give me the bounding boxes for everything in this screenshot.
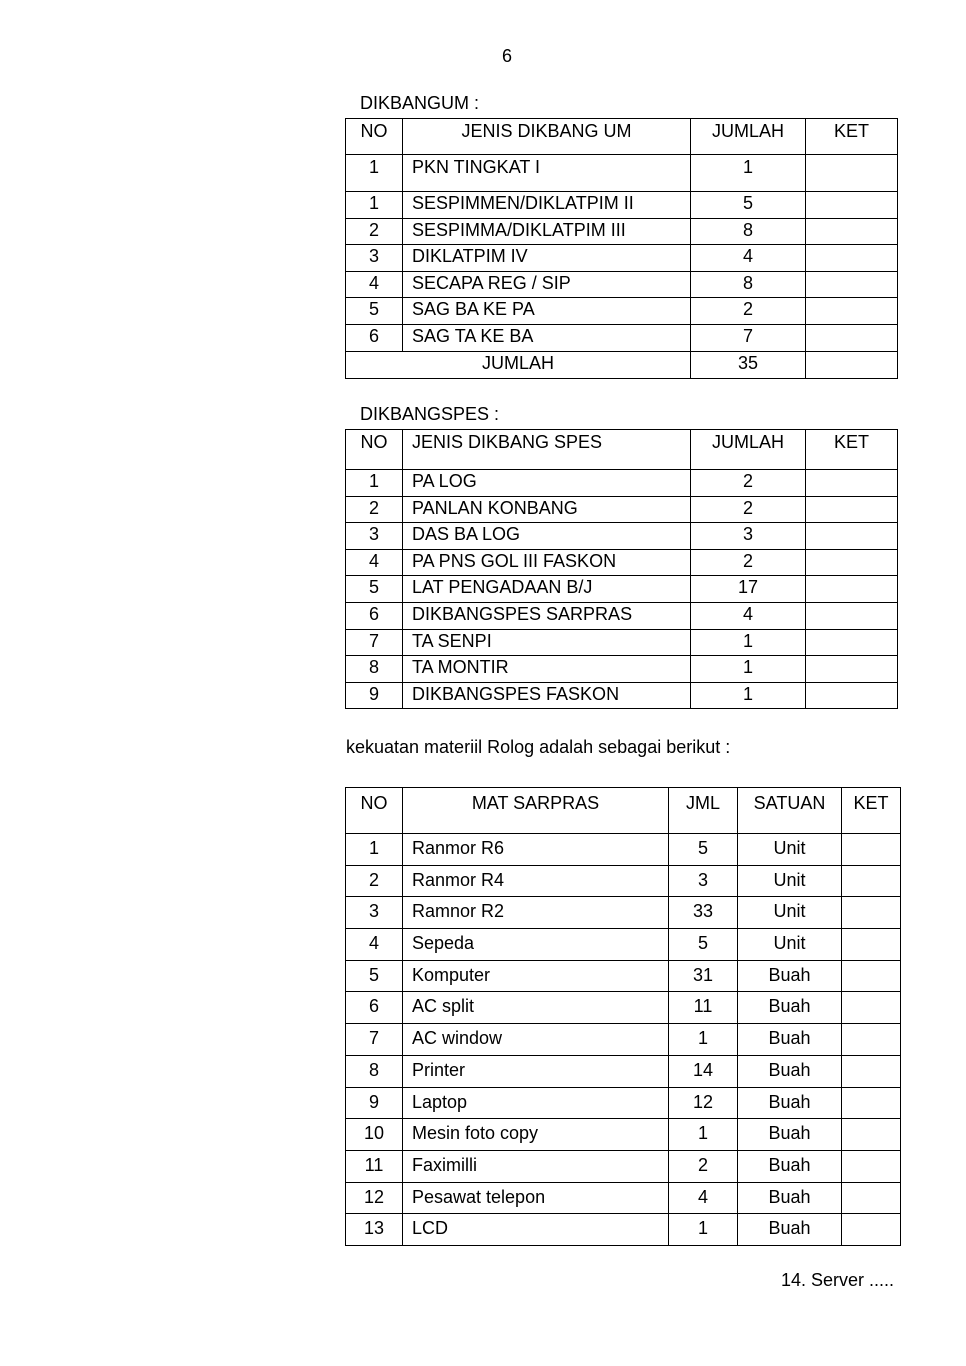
header-no: NO (346, 788, 403, 834)
row-no: 1 (346, 155, 403, 192)
row-ket (842, 865, 901, 897)
header-mat: MAT SARPRAS (403, 788, 669, 834)
table-row (346, 192, 898, 219)
row-satuan: Buah (738, 1119, 842, 1151)
dikbangspes-heading: DIKBANGSPES : (360, 404, 500, 424)
row-no: 6 (346, 992, 403, 1024)
row-ket (842, 1182, 901, 1214)
table-row (346, 960, 901, 992)
row-satuan: Buah (738, 992, 842, 1024)
row-jumlah: 4 (691, 245, 806, 272)
header-ket: KET (806, 430, 898, 470)
row-no: 2 (346, 865, 403, 897)
row-jml: 1 (669, 1024, 738, 1056)
row-satuan: Buah (738, 1150, 842, 1182)
row-jenis: PKN TINGKAT I (403, 155, 691, 192)
row-jenis: PA PNS GOL III FASKON (403, 549, 691, 576)
row-satuan: Buah (738, 960, 842, 992)
row-jml: 4 (669, 1182, 738, 1214)
table-row (346, 834, 901, 866)
row-jml: 3 (669, 865, 738, 897)
total-row (346, 351, 898, 378)
row-no: 4 (346, 929, 403, 961)
header-jumlah: JUMLAH (691, 430, 806, 470)
table-row (346, 470, 898, 497)
page-number: 6 (501, 46, 512, 66)
row-jenis: TA SENPI (403, 629, 691, 656)
row-jml: 12 (669, 1087, 738, 1119)
row-mat: Ranmor R4 (403, 865, 669, 897)
row-ket (806, 155, 898, 192)
table-row (346, 929, 901, 961)
row-satuan: Unit (738, 897, 842, 929)
row-jenis: LAT PENGADAAN B/J (403, 576, 691, 603)
table-row (346, 602, 898, 629)
row-jumlah: 1 (691, 682, 806, 709)
row-ket (842, 929, 901, 961)
row-jml: 5 (669, 834, 738, 866)
row-mat: Printer (403, 1055, 669, 1087)
row-no: 6 (346, 602, 403, 629)
row-jml: 33 (669, 897, 738, 929)
header-no: NO (346, 430, 403, 470)
table-row (346, 1182, 901, 1214)
row-ket (842, 992, 901, 1024)
row-satuan: Buah (738, 1024, 842, 1056)
row-jenis: DAS BA LOG (403, 523, 691, 550)
row-mat: Laptop (403, 1087, 669, 1119)
row-no: 7 (346, 629, 403, 656)
row-ket (842, 1119, 901, 1151)
row-ket (842, 1087, 901, 1119)
row-ket (842, 1055, 901, 1087)
table-row (346, 523, 898, 550)
mat-sarpras-table (345, 787, 901, 1246)
row-no: 13 (346, 1214, 403, 1246)
row-no: 11 (346, 1150, 403, 1182)
row-ket (806, 271, 898, 298)
row-jumlah: 17 (691, 576, 806, 603)
header-no: NO (346, 119, 403, 155)
row-no: 8 (346, 656, 403, 683)
row-jumlah: 7 (691, 324, 806, 351)
row-satuan: Buah (738, 1214, 842, 1246)
row-no: 10 (346, 1119, 403, 1151)
row-ket (842, 1214, 901, 1246)
table-row (346, 1214, 901, 1246)
table-row (346, 897, 901, 929)
row-jenis: SESPIMMEN/DIKLATPIM II (403, 192, 691, 219)
row-jml: 14 (669, 1055, 738, 1087)
row-no: 4 (346, 271, 403, 298)
row-jml: 31 (669, 960, 738, 992)
row-no: 8 (346, 1055, 403, 1087)
table-row (346, 271, 898, 298)
row-no: 4 (346, 549, 403, 576)
header-jenis: JENIS DIKBANG SPES (403, 430, 691, 470)
row-jml: 2 (669, 1150, 738, 1182)
row-jumlah: 2 (691, 549, 806, 576)
table-row (346, 245, 898, 272)
row-ket (806, 682, 898, 709)
row-mat: Faximilli (403, 1150, 669, 1182)
row-ket (842, 1150, 901, 1182)
total-label: JUMLAH (346, 351, 691, 378)
total-value: 35 (691, 351, 806, 378)
table-row (346, 1087, 901, 1119)
row-jumlah: 1 (691, 155, 806, 192)
header-jml: JML (669, 788, 738, 834)
header-ket: KET (806, 119, 898, 155)
table-row (346, 865, 901, 897)
table-row (346, 496, 898, 523)
row-no: 5 (346, 576, 403, 603)
row-jumlah: 2 (691, 496, 806, 523)
row-ket (806, 629, 898, 656)
materiil-intro-text: kekuatan materiil Rolog adalah sebagai berikut : (346, 737, 731, 757)
row-no: 3 (346, 245, 403, 272)
row-no: 1 (346, 470, 403, 497)
table-row (346, 218, 898, 245)
row-no: 5 (346, 960, 403, 992)
row-ket (842, 897, 901, 929)
row-no: 6 (346, 324, 403, 351)
dikbangum-table (345, 118, 898, 379)
row-no: 3 (346, 523, 403, 550)
table-row (346, 576, 898, 603)
row-no: 12 (346, 1182, 403, 1214)
header-jenis: JENIS DIKBANG UM (403, 119, 691, 155)
row-satuan: Buah (738, 1055, 842, 1087)
row-no: 2 (346, 496, 403, 523)
row-jumlah: 1 (691, 656, 806, 683)
row-mat: AC split (403, 992, 669, 1024)
row-ket (806, 602, 898, 629)
row-ket (806, 218, 898, 245)
table-row (346, 656, 898, 683)
row-jenis: PANLAN KONBANG (403, 496, 691, 523)
row-mat: AC window (403, 1024, 669, 1056)
row-jumlah: 2 (691, 298, 806, 325)
row-ket (806, 245, 898, 272)
row-no: 9 (346, 682, 403, 709)
row-jenis: DIKBANGSPES SARPRAS (403, 602, 691, 629)
row-satuan: Unit (738, 929, 842, 961)
row-satuan: Unit (738, 834, 842, 866)
row-ket (806, 496, 898, 523)
row-no: 9 (346, 1087, 403, 1119)
row-jenis: DIKBANGSPES FASKON (403, 682, 691, 709)
row-no: 2 (346, 218, 403, 245)
row-ket (806, 298, 898, 325)
row-jml: 1 (669, 1214, 738, 1246)
row-ket (806, 656, 898, 683)
table-row (346, 549, 898, 576)
table-header-row (346, 119, 898, 155)
row-jumlah: 3 (691, 523, 806, 550)
row-ket (842, 1024, 901, 1056)
row-jenis: SESPIMMA/DIKLATPIM III (403, 218, 691, 245)
row-ket (806, 576, 898, 603)
row-no: 5 (346, 298, 403, 325)
dikbangum-heading: DIKBANGUM : (360, 93, 480, 113)
table-row (346, 155, 898, 192)
table-row (346, 1119, 901, 1151)
row-jumlah: 1 (691, 629, 806, 656)
row-jml: 1 (669, 1119, 738, 1151)
row-mat: LCD (403, 1214, 669, 1246)
row-no: 3 (346, 897, 403, 929)
row-mat: Ranmor R6 (403, 834, 669, 866)
table-row (346, 324, 898, 351)
row-mat: Sepeda (403, 929, 669, 961)
row-jumlah: 4 (691, 602, 806, 629)
row-ket (842, 834, 901, 866)
row-jenis: TA MONTIR (403, 656, 691, 683)
row-jenis: PA LOG (403, 470, 691, 497)
row-ket (806, 192, 898, 219)
row-jenis: SAG BA KE PA (403, 298, 691, 325)
row-mat: Mesin foto copy (403, 1119, 669, 1151)
header-jumlah: JUMLAH (691, 119, 806, 155)
table-header-row (346, 430, 898, 470)
row-mat: Komputer (403, 960, 669, 992)
row-jenis: DIKLATPIM IV (403, 245, 691, 272)
table-row (346, 992, 901, 1024)
row-ket (806, 470, 898, 497)
row-mat: Ramnor R2 (403, 897, 669, 929)
row-ket (806, 549, 898, 576)
dikbangspes-table (345, 429, 898, 709)
table-row (346, 1150, 901, 1182)
row-jml: 5 (669, 929, 738, 961)
total-ket (806, 351, 898, 378)
table-row (346, 682, 898, 709)
row-jumlah: 5 (691, 192, 806, 219)
continuation-text: 14. Server ..... (780, 1270, 894, 1290)
row-jumlah: 2 (691, 470, 806, 497)
row-jumlah: 8 (691, 218, 806, 245)
row-satuan: Unit (738, 865, 842, 897)
table-row (346, 629, 898, 656)
row-mat: Pesawat telepon (403, 1182, 669, 1214)
table-row (346, 1055, 901, 1087)
table-header-row (346, 788, 901, 834)
row-ket (806, 324, 898, 351)
row-ket (806, 523, 898, 550)
row-no: 1 (346, 192, 403, 219)
header-ket: KET (842, 788, 901, 834)
row-jumlah: 8 (691, 271, 806, 298)
table-row (346, 298, 898, 325)
header-satuan: SATUAN (738, 788, 842, 834)
row-jenis: SECAPA REG / SIP (403, 271, 691, 298)
row-no: 1 (346, 834, 403, 866)
row-satuan: Buah (738, 1087, 842, 1119)
row-jenis: SAG TA KE BA (403, 324, 691, 351)
table-row (346, 1024, 901, 1056)
row-no: 7 (346, 1024, 403, 1056)
row-ket (842, 960, 901, 992)
row-satuan: Buah (738, 1182, 842, 1214)
row-jml: 11 (669, 992, 738, 1024)
